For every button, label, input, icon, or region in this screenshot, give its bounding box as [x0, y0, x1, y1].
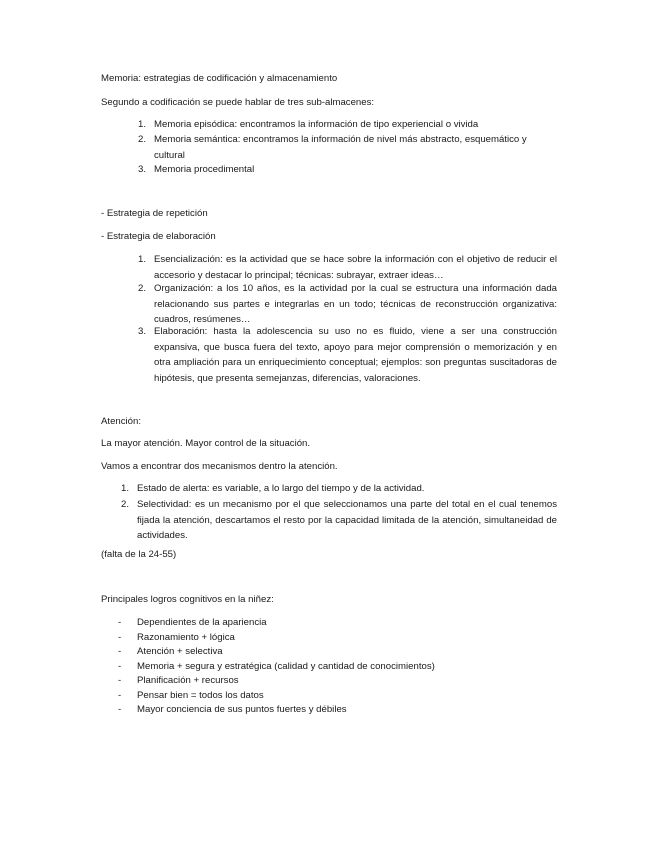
list-text: Razonamiento + lógica: [137, 632, 235, 643]
list-number: 2.: [137, 134, 146, 145]
list-text: Atención + selectiva: [137, 646, 223, 657]
list-text: Esencialización: es la actividad que se hace sobre la información con el objetivo de reducir el accesorio y destacar lo principal; técnicas: subrayar, extraer ideas…: [154, 254, 557, 281]
list-text: Dependientes de la apariencia: [137, 617, 267, 628]
achievements-heading: Principales logros cognitivos en la niñez:: [101, 594, 274, 605]
list-text: Mayor conciencia de sus puntos fuertes y débiles: [137, 704, 347, 715]
dash-bullet: -: [118, 675, 122, 686]
list-text: Organización: a los 10 años, es la actividad por la cual se estructura una información dada relacionando sus partes e integrarlas en un todo; técnicas de reconstrucción organizativa: cuadros, resúmenes…: [154, 283, 557, 325]
dash-bullet: -: [118, 617, 122, 628]
list-number: 1.: [137, 119, 146, 130]
list-number: 3.: [137, 164, 146, 175]
attention-heading: Atención:: [101, 416, 142, 427]
dash-bullet: -: [118, 632, 122, 643]
dash-bullet: -: [118, 690, 122, 701]
list-text: Memoria + segura y estratégica (calidad y cantidad de conocimientos): [137, 661, 435, 672]
dash-bullet: -: [118, 704, 122, 715]
list-text: Memoria procedimental: [154, 164, 255, 175]
missing-note: (falta de la 24-55): [101, 549, 177, 560]
list-number: 3.: [137, 326, 146, 337]
list-text: Selectividad: es un mecanismo por el que seleccionamos una parte del total en el cual tenemos fijada la atención, descartamos el resto por la capacidad limitada de la atención, simultaneidad de actividades.: [137, 499, 557, 541]
list-text: Elaboración: hasta la adolescencia su uso no es fluido, viene a ser una construcción expansiva, que busca fuera del texto, apoyo para mejor comprensión o memorización y en otra ampliación para un enriquecimiento conceptual; ejemplos: son preguntas suscitadoras de hipótesis, que presenta semejanzas, diferencias, valoraciones.: [154, 326, 557, 384]
document-title: Memoria: estrategias de codificación y almacenamiento: [101, 73, 338, 84]
dash-bullet: -: [118, 646, 122, 657]
list-text: Planificación + recursos: [137, 675, 239, 686]
list-number: 1.: [120, 483, 129, 494]
list-text: Memoria episódica: encontramos la información de tipo experiencial o vivida: [154, 119, 479, 130]
dash-bullet: -: [118, 661, 122, 672]
list-number: 2.: [137, 283, 146, 294]
strategy-elaboration-heading: - Estrategia de elaboración: [101, 231, 216, 242]
intro-paragraph: Segundo a codificación se puede hablar de tres sub-almacenes:: [101, 97, 375, 108]
list-text: Estado de alerta: es variable, a lo largo del tiempo y de la actividad.: [137, 483, 425, 494]
list-text: Pensar bien = todos los datos: [137, 690, 264, 701]
list-number: 1.: [137, 254, 146, 265]
attention-paragraph: Vamos a encontrar dos mecanismos dentro la atención.: [101, 461, 338, 472]
strategy-repetition-heading: - Estrategia de repetición: [101, 208, 208, 219]
attention-paragraph: La mayor atención. Mayor control de la situación.: [101, 438, 311, 449]
list-number: 2.: [120, 499, 129, 510]
list-text: Memoria semántica: encontramos la información de nivel más abstracto, esquemático y cultural: [154, 134, 527, 161]
